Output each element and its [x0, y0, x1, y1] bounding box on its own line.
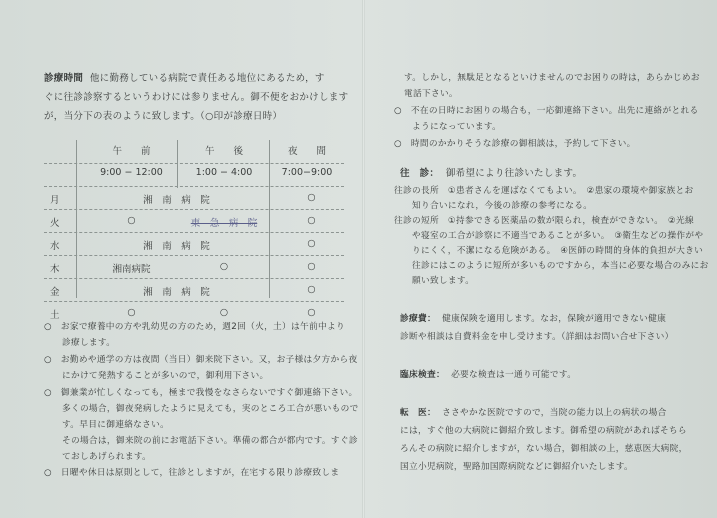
fee-heading: 診療費： [400, 314, 436, 324]
table-time-row [44, 163, 344, 187]
table-row [44, 278, 344, 302]
pm-cell: ○ [219, 307, 229, 318]
note-line: その場合は，御来院の前にお電話下さい。準備の都合が都内です。すぐ診 [44, 436, 358, 446]
day-label: 月 [50, 195, 60, 206]
table-row [44, 255, 344, 279]
lab-heading: 臨床検査： [400, 370, 445, 380]
note-line: ○ 日曜や休日は原則として，往診としますが，在宅する限り診療致しま [44, 468, 340, 478]
header-night: 夜 間 [287, 146, 326, 157]
night-cell: ○ [307, 215, 316, 226]
fold-crease [362, 0, 365, 518]
am-cell: ○ [127, 307, 136, 318]
day-label: 木 [50, 264, 60, 275]
day-label: 金 [50, 287, 60, 298]
header-pm: 午 後 [204, 146, 243, 157]
intro-line-3: が，当分下の表のように致します。（○印が診療日時） [44, 111, 283, 122]
note-line: 診療します。 [44, 338, 116, 348]
top-line: す。しかし，無駄足となるといけませんのでお困りの時は，あらかじめお [404, 73, 700, 83]
note-line: ておしあげられます。 [44, 452, 152, 462]
am-cell: 湘 南 病 院 [143, 195, 210, 206]
house-call-detail: りにくく，不潔になる危険がある。 ④医師の時間的身体的負担が大きい [394, 246, 704, 256]
note-line: ○ 御兼業が忙しくなっても，極まで我慢をなさらないですぐ御連絡下さい。 [44, 388, 358, 398]
transfer-line-1: 転 医： ささやかな医院ですので，当院の能力以上の病状の場合 [400, 408, 667, 418]
transfer-line-3: ろんその病院に紹介しますが，ない場合，御相談の上，慈恵医大病院， [400, 444, 688, 454]
table-header-row [44, 140, 344, 164]
am-cell: 湘 南 病 院 [143, 287, 210, 298]
note-line: 多くの場合，御夜発病したように見えても，実のところ工合が悪いもので [44, 404, 359, 414]
top-line: ようになっています。 [394, 122, 502, 132]
pm-cell: ○ [219, 261, 229, 272]
house-call-detail: 往診にはこのように短所が多いものですから，本当に必要な場合のみにお [394, 261, 709, 271]
house-call-detail: 往診の短所 ①持参できる医薬品の数が限られ，検査ができない。 ②光線 [394, 216, 694, 226]
top-line: ○ 時間のかかりそうな診療の御相談は，予約して下さい。 [394, 139, 636, 149]
house-call-detail: や寝室の工合が診察に不適当であることが多い。 ③衛生などの操作がや [394, 231, 704, 241]
night-cell: ○ [307, 238, 316, 249]
header-am: 午 前 [112, 146, 151, 157]
time-pm: 1:00 − 4:00 [195, 167, 253, 178]
fee-line-1: 診療費： 健康保険を適用します。なお，保険が適用できない健康 [400, 314, 667, 324]
note-line: にかけて発熱することが多いので，御利用下さい。 [44, 371, 269, 381]
night-cell: ○ [307, 284, 316, 295]
night-cell: ○ [307, 307, 316, 318]
transfer-heading: 転 医： [400, 408, 436, 418]
transfer-line-2: には，すぐ他の大病院に御紹介致します。御希望の病院があればそちら [400, 426, 687, 436]
day-label: 土 [50, 310, 60, 321]
note-line: す。早目に御連絡なさい。 [44, 420, 170, 430]
day-label: 水 [50, 241, 60, 252]
intro-line-1: 診療時間 他に勤務している病院で責任ある地位にあるため，す [44, 73, 325, 84]
note-line: ○ お家で療養中の方や乳幼児の方のため，週2回（火，土）は午前中より [44, 322, 345, 332]
house-call-detail: 往診の長所 ①患者さんを運ばなくてもよい。 ②患家の環境や御家族とお [394, 186, 694, 196]
transfer-line-4: 国立小児病院，聖路加国際病院などに御紹介いたします。 [400, 462, 633, 472]
am-cell: 湘 南 病 院 [143, 241, 210, 252]
house-call-heading: 往 診： [400, 168, 440, 179]
pm-cell: 東 急 病 院 [190, 218, 258, 229]
note-line: ○ お勤めや通学の方は夜間（当日）御来院下さい。又，お子様は夕方から夜 [44, 355, 358, 365]
top-line: 電話下さい。 [404, 89, 458, 99]
top-line: ○ 不在の日時にお困りの場合も，一応御連絡下さい。出先に連絡がとれる [394, 106, 699, 116]
lab-line: 臨床検査： 必要な検査は一通り可能です。 [400, 370, 577, 380]
fee-line-2: 診断や相談は自費料金を申し受けます。（詳細はお問い合せ下さい） [400, 332, 674, 342]
table-row [44, 209, 344, 233]
day-label: 火 [50, 218, 60, 229]
table-row [44, 232, 344, 256]
house-call-detail: 知り合いになれ，今後の診療の参考になる。 [394, 201, 593, 211]
house-call-line: 往 診： 御希望により往診いたします。 [400, 168, 583, 179]
time-night: 7:00−9:00 [281, 167, 333, 178]
am-cell: ○ [127, 215, 136, 226]
time-am: 9:00 − 12:00 [100, 167, 163, 178]
hours-heading: 診療時間 [44, 73, 84, 84]
table-row [44, 186, 344, 210]
am-cell: 湘南病院 [112, 264, 151, 275]
intro-line-2: ぐに往診診察するというわけには参りません。御不便をおかけします [44, 92, 349, 103]
night-cell: ○ [307, 192, 316, 203]
house-call-detail: 願い致します。 [394, 276, 475, 286]
night-cell: ○ [307, 261, 316, 272]
